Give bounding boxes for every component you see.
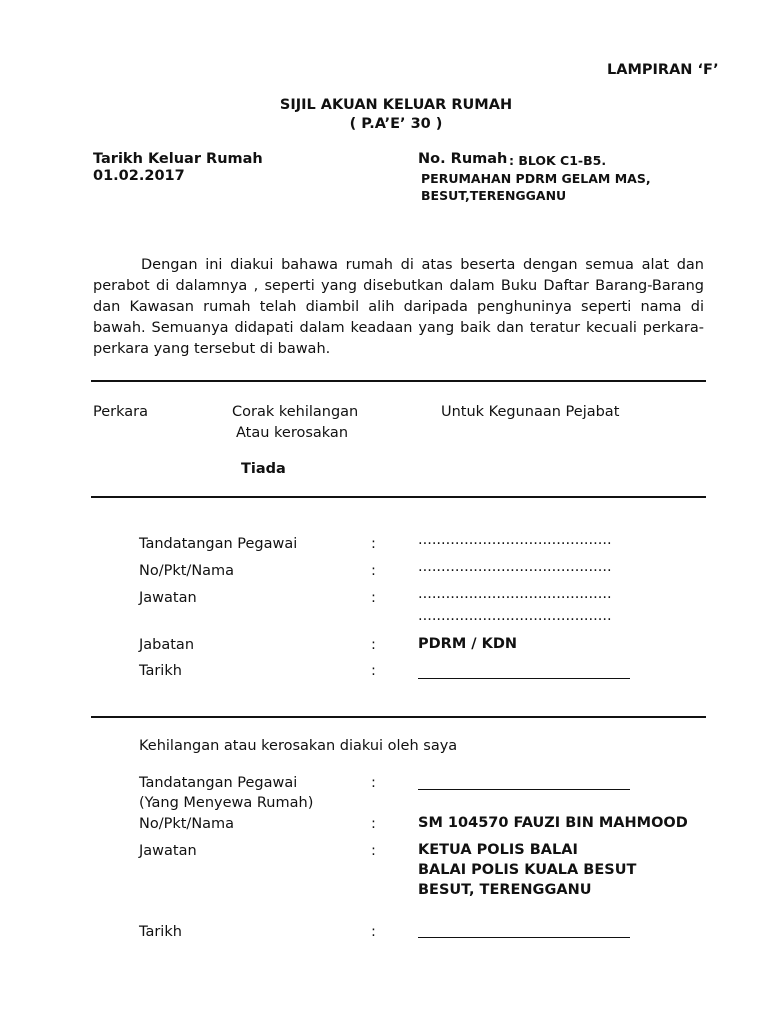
- dotted-line: ..........................................: [418, 586, 612, 602]
- tenant-jawatan-label: Jawatan: [139, 843, 197, 859]
- tenant-tandatangan-label: Tandatangan Pegawai: [139, 775, 298, 791]
- divider-middle: [91, 496, 706, 498]
- tenant-jawatan-line3: BESUT, TERENGGANU: [418, 882, 592, 898]
- address-line-2: BESUT,TERENGGANU: [421, 188, 567, 203]
- officer-tarikh-label: Tarikh: [139, 663, 182, 679]
- dotted-line: ..........................................: [418, 608, 612, 624]
- colon: :: [371, 924, 376, 940]
- officer-jabatan-label: Jabatan: [139, 637, 195, 653]
- no-rumah-label: No. Rumah: [418, 151, 508, 167]
- officer-jawatan-label: Jawatan: [139, 590, 197, 606]
- document-code: ( P.A’E’ 30 ): [349, 116, 443, 132]
- col-pejabat: Untuk Kegunaan Pejabat: [441, 404, 620, 420]
- no-rumah-value: : BLOK C1-B5.: [509, 153, 607, 168]
- signature-line: [418, 789, 630, 790]
- tarikh-keluar-value: 01.02.2017: [93, 168, 185, 184]
- document-title: SIJIL AKUAN KELUAR RUMAH: [279, 97, 513, 113]
- address-line-1: PERUMAHAN PDRM GELAM MAS,: [421, 171, 651, 186]
- colon: :: [371, 563, 376, 579]
- officer-jabatan-value: PDRM / KDN: [418, 636, 518, 652]
- lampiran-label: LAMPIRAN ‘F’: [607, 62, 719, 78]
- tenant-tarikh-label: Tarikh: [139, 924, 182, 940]
- signature-line: [418, 937, 630, 938]
- tenant-nama-value: SM 104570 FAUZI BIN MAHMOOD: [418, 815, 688, 831]
- officer-nama-label: No/Pkt/Nama: [139, 563, 235, 579]
- colon: :: [371, 590, 376, 606]
- divider-top: [91, 380, 706, 382]
- tarikh-keluar-label: Tarikh Keluar Rumah: [93, 151, 263, 167]
- tenant-tandatangan-sub: (Yang Menyewa Rumah): [139, 795, 314, 811]
- col-corak-line1: Corak kehilangan: [232, 404, 359, 420]
- tiada-value: Tiada: [241, 461, 286, 477]
- col-perkara: Perkara: [93, 404, 148, 420]
- colon: :: [371, 843, 376, 859]
- dotted-line: ..........................................: [418, 559, 612, 575]
- colon: :: [371, 775, 376, 791]
- colon: :: [371, 816, 376, 832]
- col-corak-line2: Atau kerosakan: [236, 425, 349, 441]
- tenant-nama-label: No/Pkt/Nama: [139, 816, 235, 832]
- colon: :: [371, 663, 376, 679]
- colon: :: [371, 536, 376, 552]
- tenant-jawatan-line1: KETUA POLIS BALAI: [418, 842, 578, 858]
- dotted-line: ..........................................: [418, 532, 612, 548]
- tenant-statement: Kehilangan atau kerosakan diakui oleh saya: [139, 738, 458, 754]
- signature-line: [418, 678, 630, 679]
- declaration-paragraph: Dengan ini diakui bahawa rumah di atas beserta dengan semua alat dan perabot di dalamnya , seperti yang disebutkan dalam Buku Daftar Barang-Barang dan Kawasan rumah telah diambil alih daripada penghuninya seperti nama di bawah. Semuanya didapati dalam keadaan yang baik dan teratur kecuali perkara-perkara yang tersebut di bawah.: [93, 257, 704, 357]
- colon: :: [371, 637, 376, 653]
- tenant-jawatan-line2: BALAI POLIS KUALA BESUT: [418, 862, 637, 878]
- officer-tandatangan-label: Tandatangan Pegawai: [139, 536, 298, 552]
- divider-bottom: [91, 716, 706, 718]
